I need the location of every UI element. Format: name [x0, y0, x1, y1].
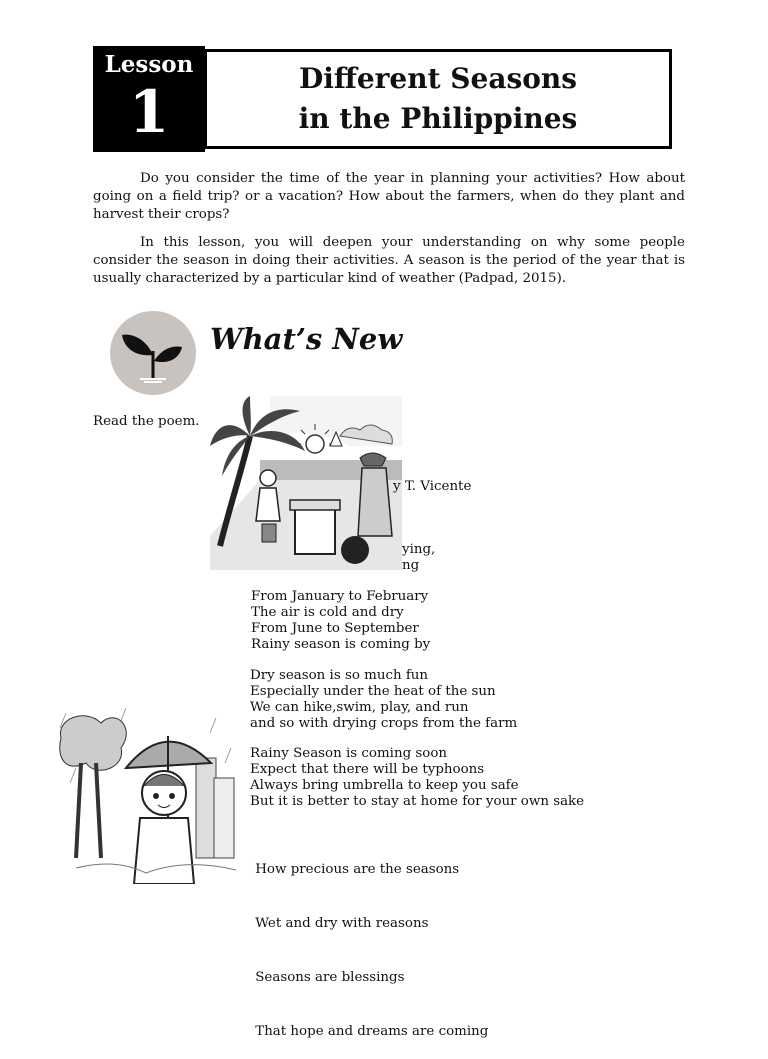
lesson-badge: [93, 46, 205, 152]
poem-line: Rainy Season is coming soon: [250, 746, 448, 761]
poem-stanza-1: [251, 589, 430, 653]
poem-line: How precious are the seasons: [251, 862, 460, 877]
poem-partial-line-2: ng: [402, 558, 420, 573]
lesson-number: 1: [128, 78, 170, 146]
section-heading: What’s New: [210, 322, 403, 356]
lesson-label: Lesson: [104, 51, 194, 78]
poem-line: From January to February: [251, 589, 429, 604]
poem-line: The air is cold and dry: [251, 605, 404, 620]
lesson-title-box: [204, 49, 672, 149]
beach-scene-illustration: [210, 396, 402, 570]
poem-line: From June to September: [251, 621, 419, 636]
rainy-day-boy-illustration: [56, 708, 240, 884]
title-line-2: in the Philippines: [298, 102, 578, 135]
intro-paragraph-2: In this lesson, you will deepen your understanding on why some people consider the season in doing their activities. A season is the period of the year that is usually characterized by a particular kind of weather (Padpad, 2015).: [93, 235, 685, 286]
poem-stanza-3: [250, 746, 584, 810]
poem-line: and so with drying crops from the farm: [250, 716, 518, 731]
poem-line: Dry season is so much fun: [250, 668, 429, 683]
poem-line: But it is better to stay at home for your own sake: [250, 794, 585, 809]
poem-line: That hope and dreams are coming: [251, 1024, 489, 1039]
poem-line: Especially under the heat of the sun: [250, 684, 496, 699]
poem-line: Rainy season is coming by: [251, 637, 431, 652]
seedling-icon: [110, 311, 196, 395]
intro-paragraph-1: Do you consider the time of the year in planning your activities? How about going on a field trip? or a vacation? How about the farmers, when do they plant and harvest their crops?: [93, 171, 685, 222]
poem-author: y T. Vicente: [393, 479, 472, 494]
title-line-1: Different Seasons: [298, 62, 578, 95]
poem-partial-line-1: ying,: [402, 542, 436, 557]
poem-line: Always bring umbrella to keep you safe: [250, 778, 519, 793]
poem-line: We can hike,swim, play, and run: [250, 700, 469, 715]
poem-line: Seasons are blessings: [251, 970, 405, 985]
instruction-text: Read the poem.: [93, 414, 200, 429]
poem-line: Wet and dry with reasons: [251, 916, 429, 931]
poem-line: Expect that there will be typhoons: [250, 762, 485, 777]
poem-stanza-2: [250, 668, 517, 732]
